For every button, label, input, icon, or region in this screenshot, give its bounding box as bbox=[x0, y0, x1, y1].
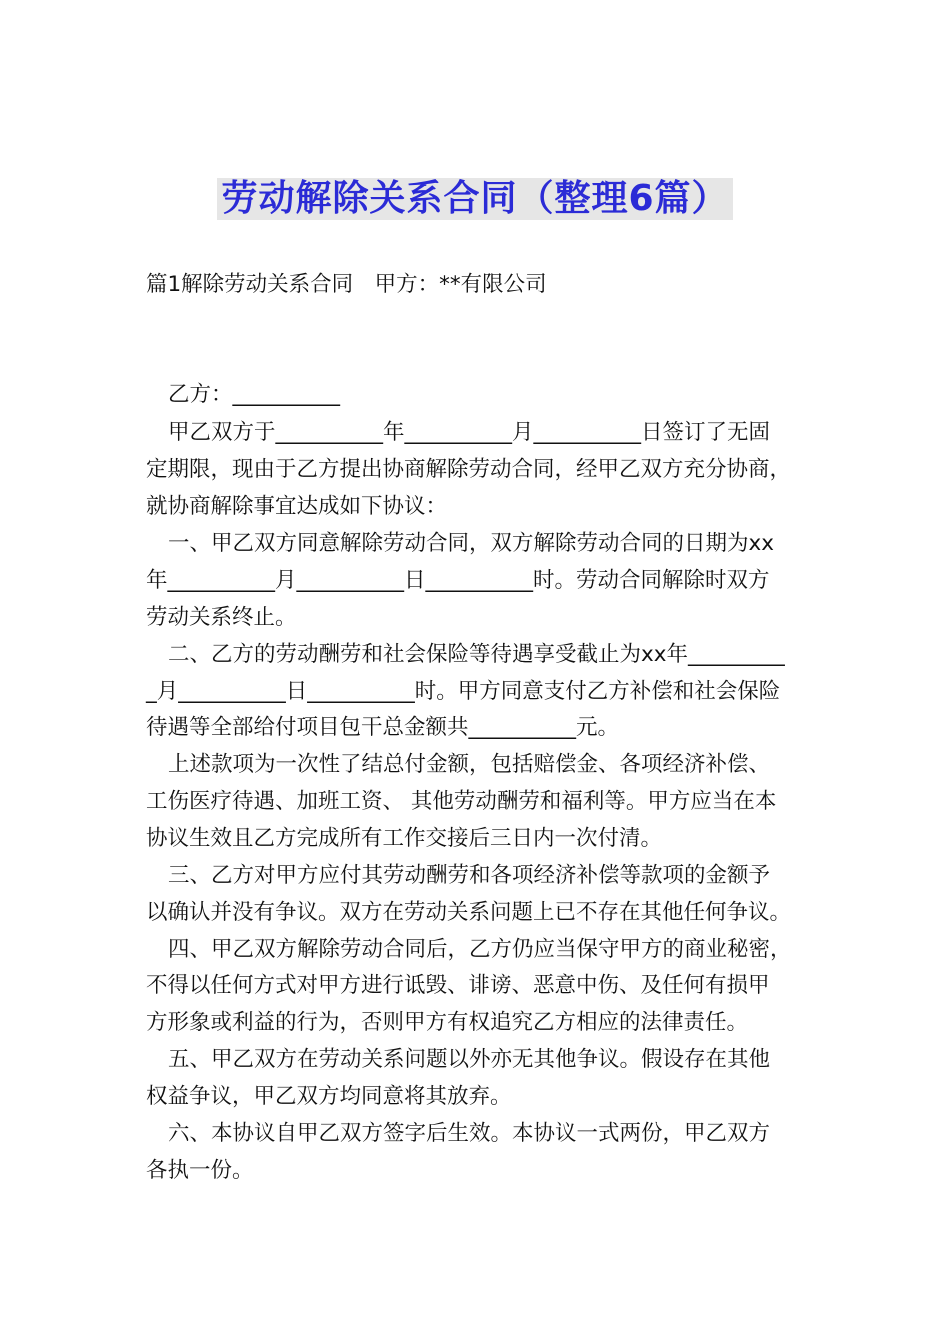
paragraph-line: 不得以任何方式对甲方进行诋毁、诽谤、恶意中伤、及任何有损甲 bbox=[146, 973, 770, 998]
paragraph-line: 就协商解除事宜达成如下协议： bbox=[146, 494, 448, 519]
title-wrap bbox=[0, 178, 950, 220]
paragraph-line: 工伤医疗待遇、加班工资、 其他劳动酬劳和福利等。甲方应当在本 bbox=[146, 789, 777, 814]
paragraph-line: 以确认并没有争议。双方在劳动关系问题上已不存在其他任何争议。 bbox=[146, 900, 792, 925]
paragraph-line: 权益争议，甲乙双方均同意将其放弃。 bbox=[146, 1084, 512, 1109]
paragraph-line: 三、乙方对甲方应付其劳动酬劳和各项经济补偿等款项的金额予 bbox=[168, 863, 771, 888]
paragraph-line: 方形象或利益的行为，否则甲方有权追究乙方相应的法律责任。 bbox=[146, 1010, 749, 1035]
paragraph-line: 上述款项为一次性了结总付金额，包括赔偿金、各项经济补偿、 bbox=[168, 752, 771, 777]
paragraph-line: 六、本协议自甲乙双方签字后生效。本协议一式两份，甲乙双方 bbox=[168, 1121, 771, 1146]
paragraph-line: 协议生效且乙方完成所有工作交接后三日内一次付清。 bbox=[146, 826, 663, 851]
paragraph-line: 二、乙方的劳动酬劳和社会保险等待遇享受截止为xx年_________ bbox=[168, 642, 785, 667]
paragraph-line: 五、甲乙双方在劳动关系问题以外亦无其他争议。假设存在其他 bbox=[168, 1047, 771, 1072]
document-title: 劳动解除关系合同（整理6篇） bbox=[217, 178, 732, 220]
paragraph-line: _月__________日__________时。甲方同意支付乙方补偿和社会保险 bbox=[146, 679, 781, 704]
paragraph-line: 定期限，现由于乙方提出协商解除劳动合同，经甲乙双方充分协商， bbox=[146, 457, 792, 482]
paragraph-line: 待遇等全部给付项目包干总金额共__________元。 bbox=[146, 715, 620, 740]
paragraph-line: 年__________月__________日__________时。劳动合同解除时双方 bbox=[146, 568, 770, 593]
paragraph-line: 各执一份。 bbox=[146, 1158, 254, 1183]
paragraph-line: 一、甲乙双方同意解除劳动合同，双方解除劳动合同的日期为xx bbox=[168, 531, 774, 556]
line-header: 篇1解除劳动关系合同 甲方：**有限公司 bbox=[146, 272, 547, 297]
paragraph-line: 劳动关系终止。 bbox=[146, 605, 297, 630]
paragraph-line: 四、甲乙双方解除劳动合同后，乙方仍应当保守甲方的商业秘密， bbox=[168, 937, 792, 962]
paragraph-line: 甲乙双方于__________年__________月__________日签订了无固 bbox=[168, 420, 771, 445]
line-party-b: 乙方：__________ bbox=[168, 382, 341, 407]
